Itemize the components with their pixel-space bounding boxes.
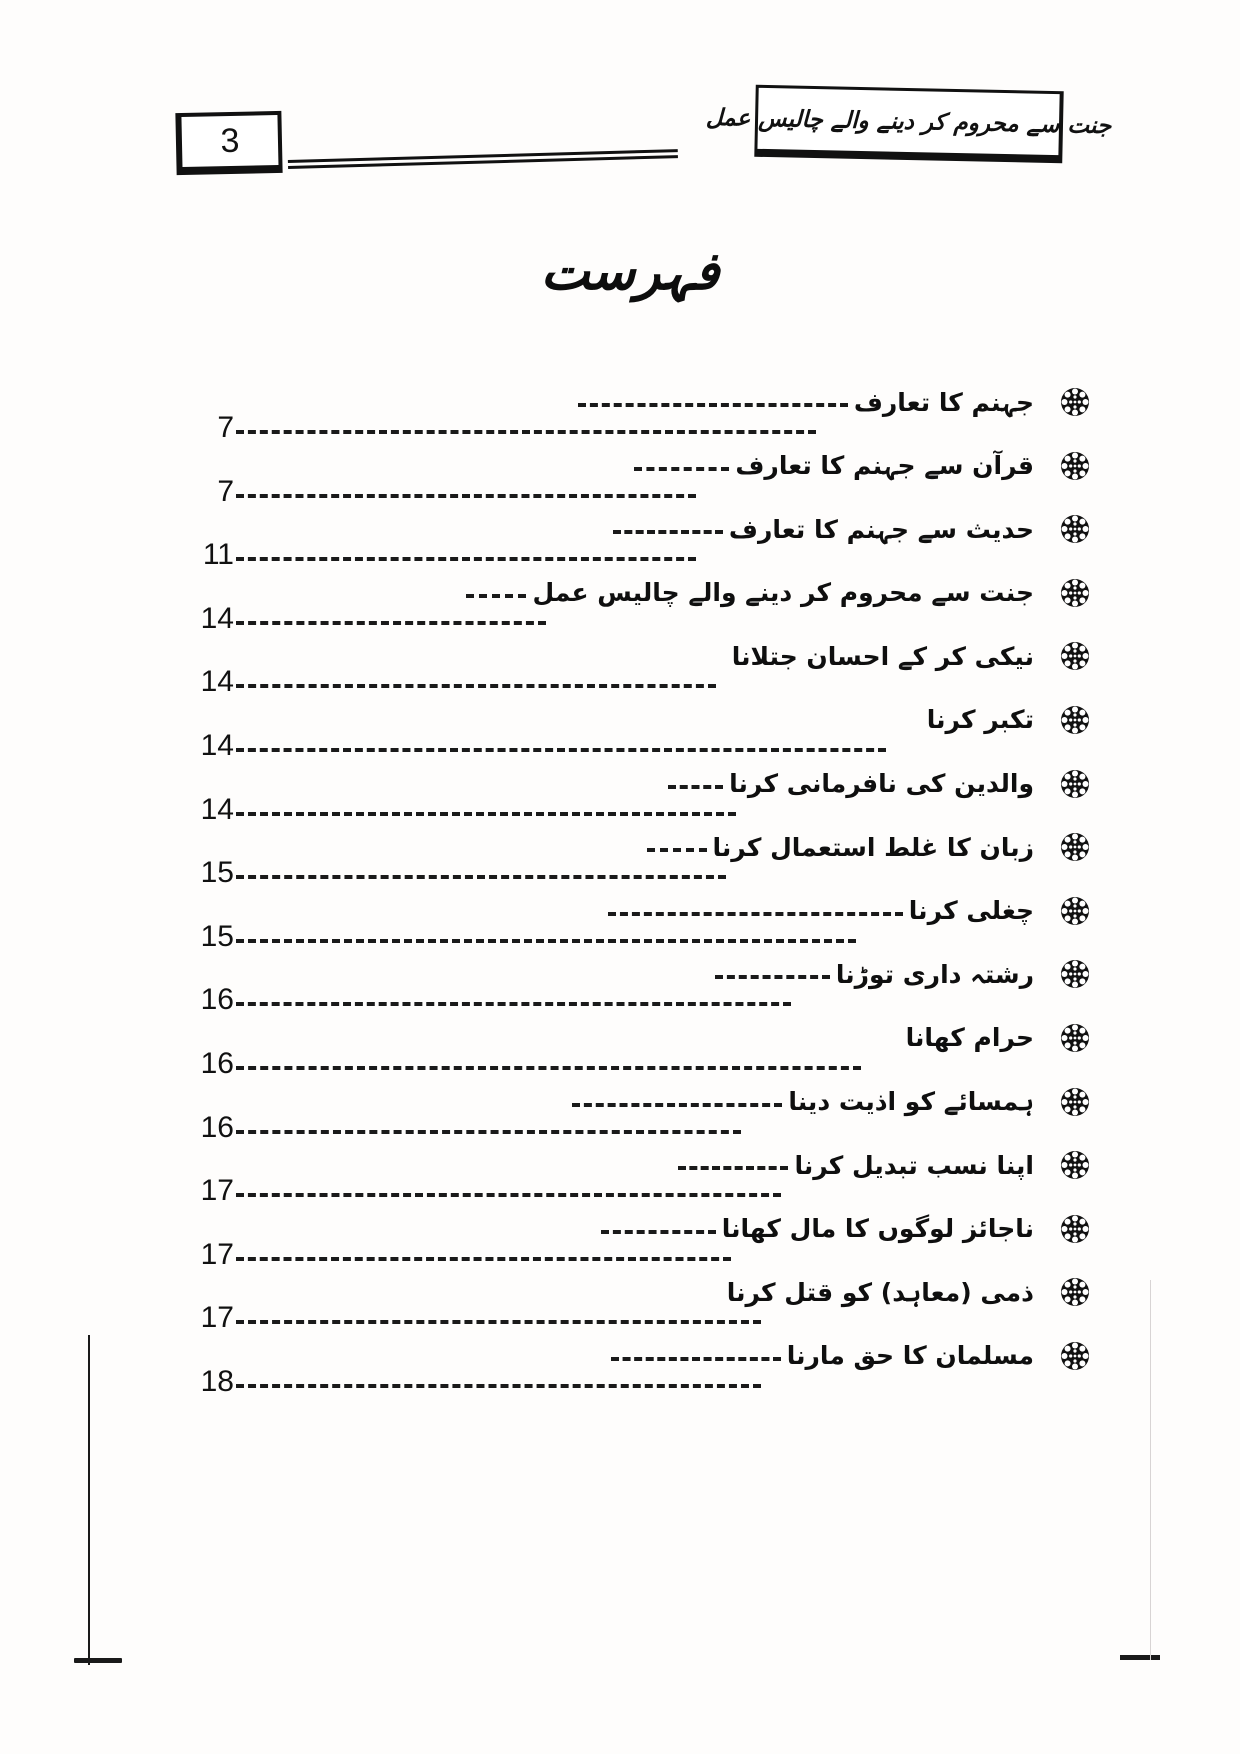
leader-dashes bbox=[236, 1066, 861, 1070]
toc-entry-page-number: 17 bbox=[200, 1301, 234, 1335]
toc-entry[interactable] bbox=[190, 1272, 1090, 1336]
floral-rosette-icon bbox=[1060, 831, 1090, 863]
toc-page-line bbox=[190, 982, 791, 1018]
leader-dashes bbox=[236, 939, 856, 943]
floral-rosette-icon bbox=[1060, 450, 1090, 482]
table-of-contents bbox=[190, 382, 1090, 1400]
toc-entry-page-number: 15 bbox=[200, 919, 234, 953]
toc-entry-title: حرام کھانا bbox=[905, 1023, 1034, 1053]
toc-entry-page-number: 17 bbox=[200, 1237, 234, 1271]
toc-entry[interactable] bbox=[190, 827, 1090, 891]
floral-rosette-icon bbox=[1060, 513, 1090, 545]
toc-entry[interactable] bbox=[190, 382, 1090, 446]
leader-dashes bbox=[236, 1130, 741, 1134]
toc-page-line bbox=[190, 1046, 861, 1082]
toc-page-line bbox=[190, 664, 716, 700]
leader-dashes bbox=[236, 812, 736, 816]
floral-rosette-icon bbox=[1060, 704, 1090, 736]
floral-rosette-icon bbox=[1060, 1213, 1090, 1245]
toc-page-line bbox=[190, 601, 546, 637]
page-frame-right-border bbox=[1150, 1280, 1151, 1660]
floral-rosette-icon bbox=[1060, 768, 1090, 800]
toc-entry-title: جنت سے محروم کر دینے والے چالیس عمل bbox=[532, 578, 1034, 608]
floral-rosette-icon bbox=[1060, 1276, 1090, 1308]
toc-entry[interactable] bbox=[190, 509, 1090, 573]
toc-page-line bbox=[190, 855, 726, 891]
toc-page-line bbox=[190, 410, 816, 446]
toc-entry-title: تکبر کرنا bbox=[926, 705, 1034, 735]
toc-entry-title: رشتہ داری توڑنا bbox=[835, 959, 1034, 989]
leader-dashes bbox=[236, 684, 716, 688]
toc-title-line bbox=[634, 446, 1090, 486]
toc-title-line bbox=[732, 636, 1090, 676]
toc-page-line bbox=[190, 1300, 761, 1336]
toc-entry-title: چغلی کرنا bbox=[908, 896, 1034, 926]
leader-dashes bbox=[236, 494, 696, 498]
toc-entry-title: ناجائز لوگوں کا مال کھانا bbox=[721, 1214, 1034, 1244]
toc-heading: فہرست bbox=[540, 241, 720, 302]
toc-page-line bbox=[190, 792, 736, 828]
toc-entry[interactable] bbox=[190, 1082, 1090, 1146]
leader-dashes bbox=[236, 621, 546, 625]
leader-dashes bbox=[236, 1384, 761, 1388]
toc-entry-page-number: 7 bbox=[217, 411, 234, 444]
toc-title-line bbox=[906, 1018, 1090, 1058]
toc-entry[interactable] bbox=[190, 1336, 1090, 1400]
toc-entry-title: زبان کا غلط استعمال کرنا bbox=[712, 832, 1034, 862]
toc-entry-title: جہنم کا تعارف bbox=[853, 387, 1034, 417]
leader-dashes bbox=[236, 557, 696, 561]
toc-entry[interactable] bbox=[190, 764, 1090, 828]
leader-dashes bbox=[236, 875, 726, 879]
floral-rosette-icon bbox=[1060, 958, 1090, 990]
toc-page-line bbox=[190, 537, 696, 573]
toc-entry-title: قرآن سے جہنم کا تعارف bbox=[735, 451, 1034, 481]
book-title-banner bbox=[705, 85, 1112, 163]
toc-entry-title: مسلمان کا حق مارنا bbox=[786, 1341, 1034, 1371]
page-number-box bbox=[175, 111, 282, 175]
toc-entry[interactable] bbox=[190, 573, 1090, 637]
leader-dashes bbox=[236, 748, 886, 752]
toc-entry-title: والدین کی نافرمانی کرنا bbox=[729, 769, 1034, 799]
floral-rosette-icon bbox=[1060, 640, 1090, 672]
toc-entry[interactable] bbox=[190, 700, 1090, 764]
toc-entry[interactable] bbox=[190, 954, 1090, 1018]
floral-rosette-icon bbox=[1060, 1022, 1090, 1054]
toc-entry-page-number: 17 bbox=[200, 1174, 234, 1208]
floral-rosette-icon bbox=[1060, 386, 1090, 418]
page-frame-bottom-left-corner bbox=[74, 1658, 122, 1663]
toc-entry-page-number: 18 bbox=[200, 1364, 234, 1398]
toc-page-line bbox=[190, 1364, 761, 1400]
leader-dashes bbox=[236, 1257, 731, 1261]
floral-rosette-icon bbox=[1060, 1086, 1090, 1118]
toc-entry-page-number: 14 bbox=[200, 601, 234, 635]
toc-entry[interactable] bbox=[190, 1018, 1090, 1082]
toc-entry[interactable] bbox=[190, 446, 1090, 510]
page-frame-bottom-right-corner bbox=[1120, 1655, 1160, 1660]
leader-dashes bbox=[236, 1002, 791, 1006]
toc-entry-title: ہمسائے کو اذیت دینا bbox=[788, 1087, 1034, 1117]
toc-title-line bbox=[466, 573, 1090, 613]
floral-rosette-icon bbox=[1060, 895, 1090, 927]
toc-entry-page-number: 14 bbox=[200, 665, 234, 699]
toc-entry-page-number: 16 bbox=[200, 983, 234, 1017]
floral-rosette-icon bbox=[1060, 1149, 1090, 1181]
toc-entry-title: ذمی (معاہد) کو قتل کرنا bbox=[726, 1277, 1034, 1307]
leader-dashes bbox=[236, 1320, 761, 1324]
page-number: 3 bbox=[220, 121, 240, 161]
page-frame-left-border bbox=[88, 1335, 90, 1665]
floral-rosette-icon bbox=[1060, 577, 1090, 609]
toc-entry[interactable] bbox=[190, 636, 1090, 700]
toc-entry-title: اپنا نسب تبدیل کرنا bbox=[794, 1150, 1034, 1180]
toc-entry[interactable] bbox=[190, 1209, 1090, 1273]
toc-entry-page-number: 11 bbox=[202, 538, 234, 572]
toc-page-line bbox=[190, 1237, 731, 1273]
leader-dashes bbox=[236, 1193, 781, 1197]
toc-title-line bbox=[927, 700, 1090, 740]
toc-page-line bbox=[190, 1173, 781, 1209]
floral-rosette-icon bbox=[1060, 1340, 1090, 1372]
toc-entry-title: حدیث سے جہنم کا تعارف bbox=[728, 514, 1034, 544]
toc-page-line bbox=[190, 474, 696, 510]
toc-entry[interactable] bbox=[190, 891, 1090, 955]
toc-entry-page-number: 15 bbox=[200, 856, 234, 890]
toc-entry[interactable] bbox=[190, 1145, 1090, 1209]
book-title: جنت سے محروم کر دینے والے چالیس عمل bbox=[705, 104, 1112, 139]
toc-entry-page-number: 14 bbox=[200, 728, 234, 762]
toc-entry-page-number: 16 bbox=[200, 1046, 234, 1080]
toc-title-line bbox=[727, 1272, 1090, 1312]
toc-entry-page-number: 7 bbox=[217, 474, 234, 508]
toc-entry-page-number: 16 bbox=[200, 1110, 234, 1144]
toc-page-line bbox=[190, 1110, 741, 1146]
leader-dashes bbox=[236, 430, 816, 434]
toc-page-line bbox=[190, 728, 886, 764]
header-double-rule bbox=[288, 149, 678, 170]
toc-page-line bbox=[190, 919, 856, 955]
toc-entry-page-number: 14 bbox=[200, 792, 234, 826]
toc-entry-title: نیکی کر کے احسان جتلانا bbox=[731, 641, 1034, 671]
